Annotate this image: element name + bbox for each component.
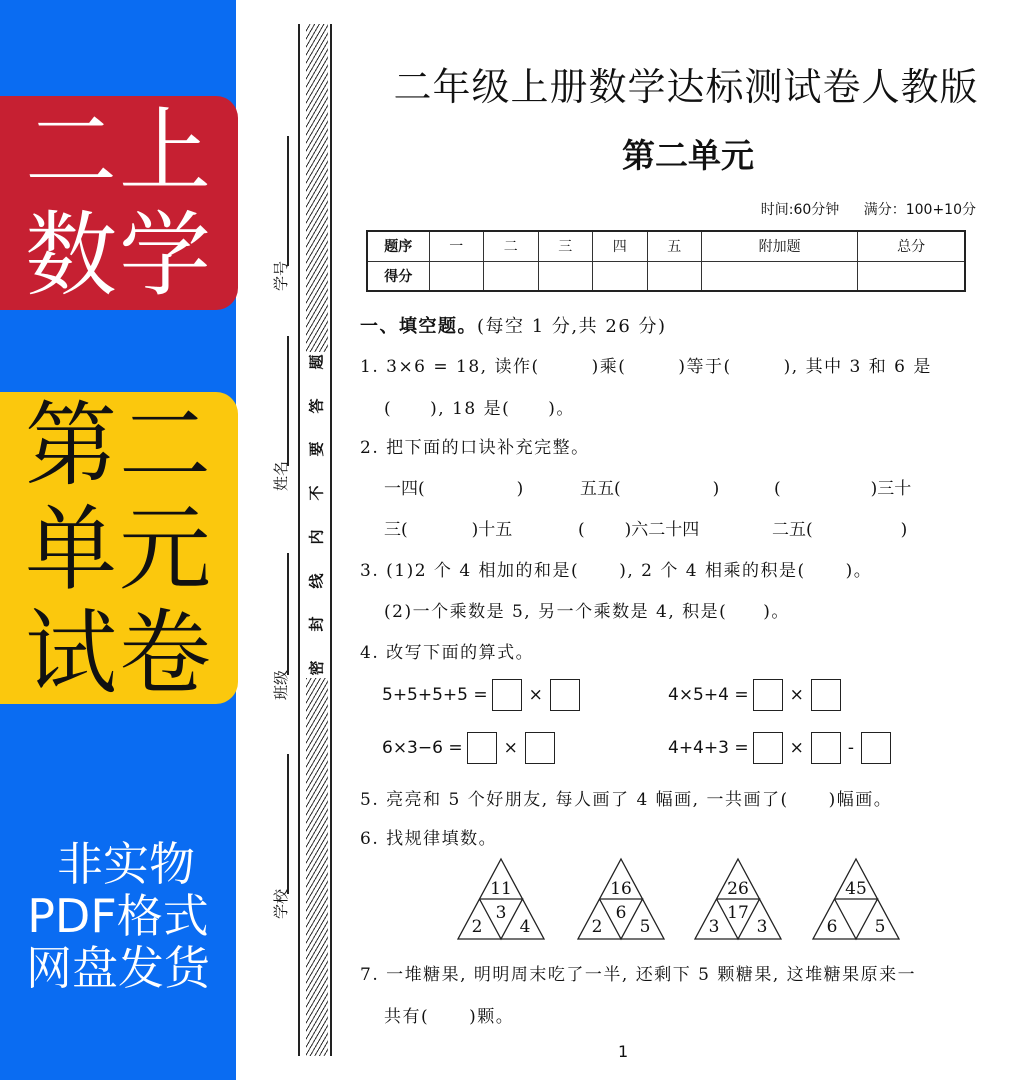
question-text: 1. 3×6 = 18, 读作( [360,357,540,377]
question-1 [360,352,932,377]
question-2: 2. 把下面的口诀补充完整。 [360,438,590,458]
question-text: )。 [845,561,873,581]
column-header: 四 [593,231,648,261]
score-table [366,230,966,292]
seal-char: 内 [307,529,326,545]
triangle-middle: 3 [495,903,507,923]
equation-lhs: 4×5+4 = [668,685,749,705]
rhyme-text: 一四( [384,479,425,499]
question-3-part-1 [360,556,872,581]
column-header: 附加题 [702,231,858,261]
badge-line: 二上 [24,98,213,205]
operator: × [789,738,804,758]
triangle-left: 2 [591,917,603,937]
school-label: 学校 [272,889,290,920]
note-line: PDF格式 [27,889,209,943]
rhyme-text: )三十 [870,479,912,499]
question-3-part-2 [384,597,790,622]
question-text: ), 18 是( [430,399,511,419]
note-line: 非实物 [57,837,195,891]
triangle-right: 5 [639,917,651,937]
answer-box[interactable] [492,679,522,711]
question-6: 6. 找规律填数。 [360,829,498,849]
rhyme-text: ) [516,479,524,499]
seal-char: 要 [307,441,326,457]
question-text: ), 其中 3 和 6 是 [783,357,932,377]
class-field[interactable] [268,553,294,701]
class-label: 班级 [272,670,290,701]
question-text: )。 [548,399,575,419]
section-title: 一、填空题。 [360,316,477,337]
question-7: 7. 一堆糖果, 明明周末吃了一半, 还剩下 5 颗糖果, 这堆糖果原来一 [360,965,917,985]
student-id-line[interactable] [287,136,289,266]
badge-line: 第二 [24,392,213,499]
number-triangle [693,857,783,941]
rhyme-item [774,474,911,499]
operator: × [503,738,518,758]
section-points: (每空 1 分,共 26 分) [477,316,667,337]
school-line[interactable] [287,754,289,894]
score-cell[interactable] [647,261,702,291]
score-cell[interactable] [593,261,648,291]
question-5 [360,785,892,810]
operator: - [847,738,854,758]
score-cell[interactable] [538,261,593,291]
answer-box[interactable] [811,732,841,764]
question-text: )。 [763,602,790,622]
number-triangle [576,857,666,941]
rhyme-text: )六二十四 [624,520,700,540]
question-7-cont [384,1002,514,1027]
number-triangle [811,857,901,941]
column-header: 一 [429,231,484,261]
student-id-label: 学号 [272,261,290,292]
rhyme-item [580,474,719,499]
rhyme-text: )十五 [471,520,513,540]
triangle-top: 45 [845,879,867,899]
class-line[interactable] [287,553,289,675]
score-cell[interactable] [702,261,858,291]
score-label: 得分 [367,261,429,291]
answer-box[interactable] [753,679,783,711]
badge-line: 单元 [24,496,213,603]
rhyme-text: 二五( [772,520,813,540]
equation [382,679,584,711]
question-4: 4. 改写下面的算式。 [360,643,535,663]
question-1-cont [384,394,575,419]
unit-subtitle: 第二单元 [622,136,754,175]
question-text: )幅画。 [828,790,893,810]
operator: × [789,685,804,705]
triangle-left: 2 [471,917,483,937]
question-text: )颗。 [469,1007,515,1027]
score-cell[interactable] [484,261,539,291]
student-id-field[interactable] [268,136,294,292]
triangle-top: 11 [490,879,512,899]
exam-page [356,0,996,1080]
seal-char: 密 [307,660,326,676]
name-label: 姓名 [272,461,290,492]
exam-title: 二年级上册数学达标测试卷人教版 [393,65,979,109]
rhyme-text: ( [578,520,585,540]
triangle-left: 3 [708,917,720,937]
answer-box[interactable] [467,732,497,764]
rhyme-text: 五五( [580,479,621,499]
seal-char: 答 [307,398,326,414]
seal-warning [306,352,328,678]
seal-char: 题 [307,354,326,370]
question-text: 3. (1)2 个 4 相加的和是( [360,561,580,581]
binding-rule-left [298,24,300,1056]
exam-meta [761,199,976,219]
section-heading [360,312,667,338]
question-text: 共有( [384,1007,430,1027]
equation [382,732,559,764]
triangle-middle: 17 [727,903,749,923]
column-header: 三 [538,231,593,261]
badge-line: 试卷 [24,600,213,707]
triangle-top: 26 [727,879,749,899]
rhyme-text: 三( [384,520,408,540]
promo-sidebar [0,0,236,1080]
triangle-middle: 6 [615,903,627,923]
answer-box[interactable] [753,732,783,764]
equation-lhs: 6×3−6 = [382,738,463,758]
seal-char: 不 [307,485,326,501]
page-number: 1 [618,1042,629,1061]
column-header: 五 [647,231,702,261]
rhyme-item [384,515,512,540]
name-field[interactable] [268,336,294,492]
score-table-header-row [367,231,965,261]
triangle-top: 16 [610,879,632,899]
number-triangle [456,857,546,941]
note-line: 网盘发货 [26,941,210,995]
rhyme-text: ) [712,479,720,499]
question-text: )等于( [678,357,732,377]
badge-line: 数学 [24,202,213,309]
score-cell[interactable] [429,261,484,291]
row-header: 题序 [367,231,429,261]
subject-badge [0,96,238,310]
unit-badge [0,392,238,707]
equation-lhs: 5+5+5+5 = [382,685,488,705]
time-limit: 时间:60分钟 [760,202,840,218]
seal-char: 封 [307,616,326,632]
answer-box[interactable] [525,732,555,764]
binding-rule-right [330,24,332,1056]
column-header: 二 [484,231,539,261]
answer-box[interactable] [861,732,891,764]
column-header: 总分 [858,231,965,261]
delivery-note [0,838,236,994]
operator: × [528,685,543,705]
score-table-score-row [367,261,965,291]
question-text: ), 2 个 4 相乘的积是( [619,561,806,581]
score-cell[interactable] [858,261,965,291]
triangle-left: 6 [826,917,838,937]
rhyme-text: ) [900,520,908,540]
triangle-right: 5 [874,917,886,937]
equation [668,679,845,711]
triangle-right: 4 [519,917,531,937]
rhyme-item [384,474,523,499]
triangle-right: 3 [756,917,768,937]
seal-char: 线 [307,573,326,589]
answer-box[interactable] [550,679,580,711]
question-text: 5. 亮亮和 5 个好朋友, 每人画了 4 幅画, 一共画了( [360,790,789,810]
question-text: ( [384,399,393,419]
rhyme-item [772,515,907,540]
answer-box[interactable] [811,679,841,711]
school-field[interactable] [268,754,294,920]
question-text: (2)一个乘数是 5, 另一个乘数是 4, 积是( [384,602,728,622]
name-line[interactable] [287,336,289,466]
question-text: )乘( [591,357,627,377]
equation [668,732,895,764]
rhyme-text: ( [774,479,781,499]
full-score: 满分：100+10分 [863,202,976,218]
rhyme-item [578,515,699,540]
equation-lhs: 4+4+3 = [668,738,749,758]
